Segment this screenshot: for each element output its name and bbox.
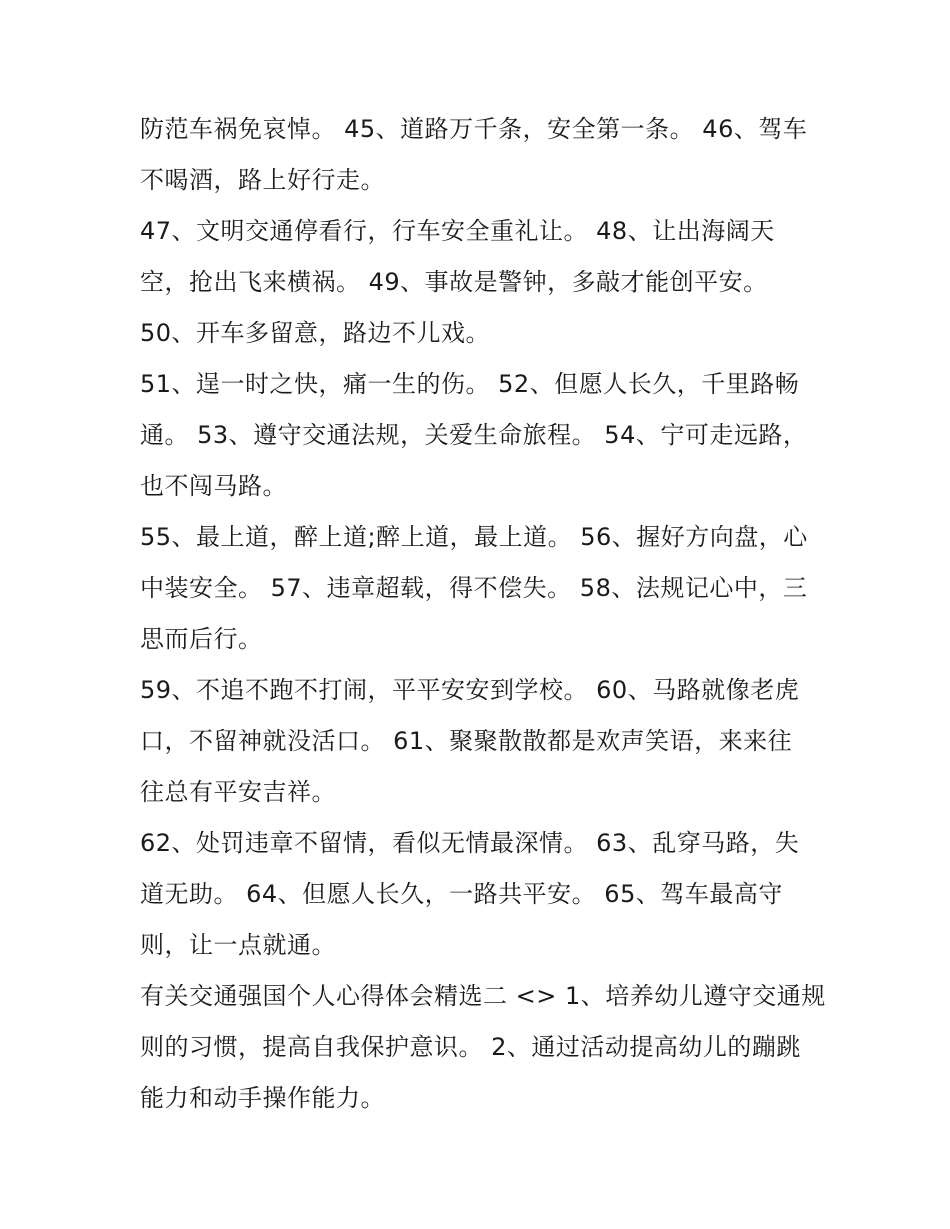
text-line: 不喝酒，路上好行走。 xyxy=(140,166,385,194)
text-line: 思而后行。 xyxy=(140,625,263,653)
text-line: 能力和动手操作能力。 xyxy=(140,1084,385,1112)
text-line: 59、不追不跑不打闹，平平安安到学校。 60、马路就像老虎 xyxy=(140,676,800,704)
text-line: 62、处罚违章不留情，看似无情最深情。 63、乱穿马路，失 xyxy=(140,829,800,857)
text-line: 口，不留神就没活口。 61、聚聚散散都是欢声笑语，来来往 xyxy=(140,727,793,755)
text-line: 也不闯马路。 xyxy=(140,472,287,500)
text-line: 往总有平安吉祥。 xyxy=(140,778,336,806)
text-line: 中装安全。 57、违章超载，得不偿失。 58、法规记心中，三 xyxy=(140,574,808,602)
text-line: 51、逞一时之快，痛一生的伤。 52、但愿人长久，千里路畅 xyxy=(140,370,800,398)
text-line: 防范车祸免哀悼。 45、道路万千条，安全第一条。 46、驾车 xyxy=(140,115,808,143)
text-line: 则的习惯，提高自我保护意识。 2、通过活动提高幼儿的蹦跳 xyxy=(140,1033,801,1061)
text-line: 空，抢出飞来横祸。 49、事故是警钟，多敲才能创平安。 xyxy=(140,268,768,296)
text-line: 55、最上道，醉上道;醉上道，最上道。 56、握好方向盘，心 xyxy=(140,523,808,551)
text-line: 通。 53、遵守交通法规，关爱生命旅程。 54、宁可走远路， xyxy=(140,421,808,449)
text-line: 有关交通强国个人心得体会精选二 <> 1、培养幼儿遵守交通规 xyxy=(140,982,826,1010)
text-line: 则，让一点就通。 xyxy=(140,931,336,959)
text-line: 47、文明交通停看行，行车安全重礼让。 48、让出海阔天 xyxy=(140,217,775,245)
text-line: 道无助。 64、但愿人长久，一路共平安。 65、驾车最高守 xyxy=(140,880,783,908)
text-line: 50、开车多留意，路边不儿戏。 xyxy=(140,319,491,347)
